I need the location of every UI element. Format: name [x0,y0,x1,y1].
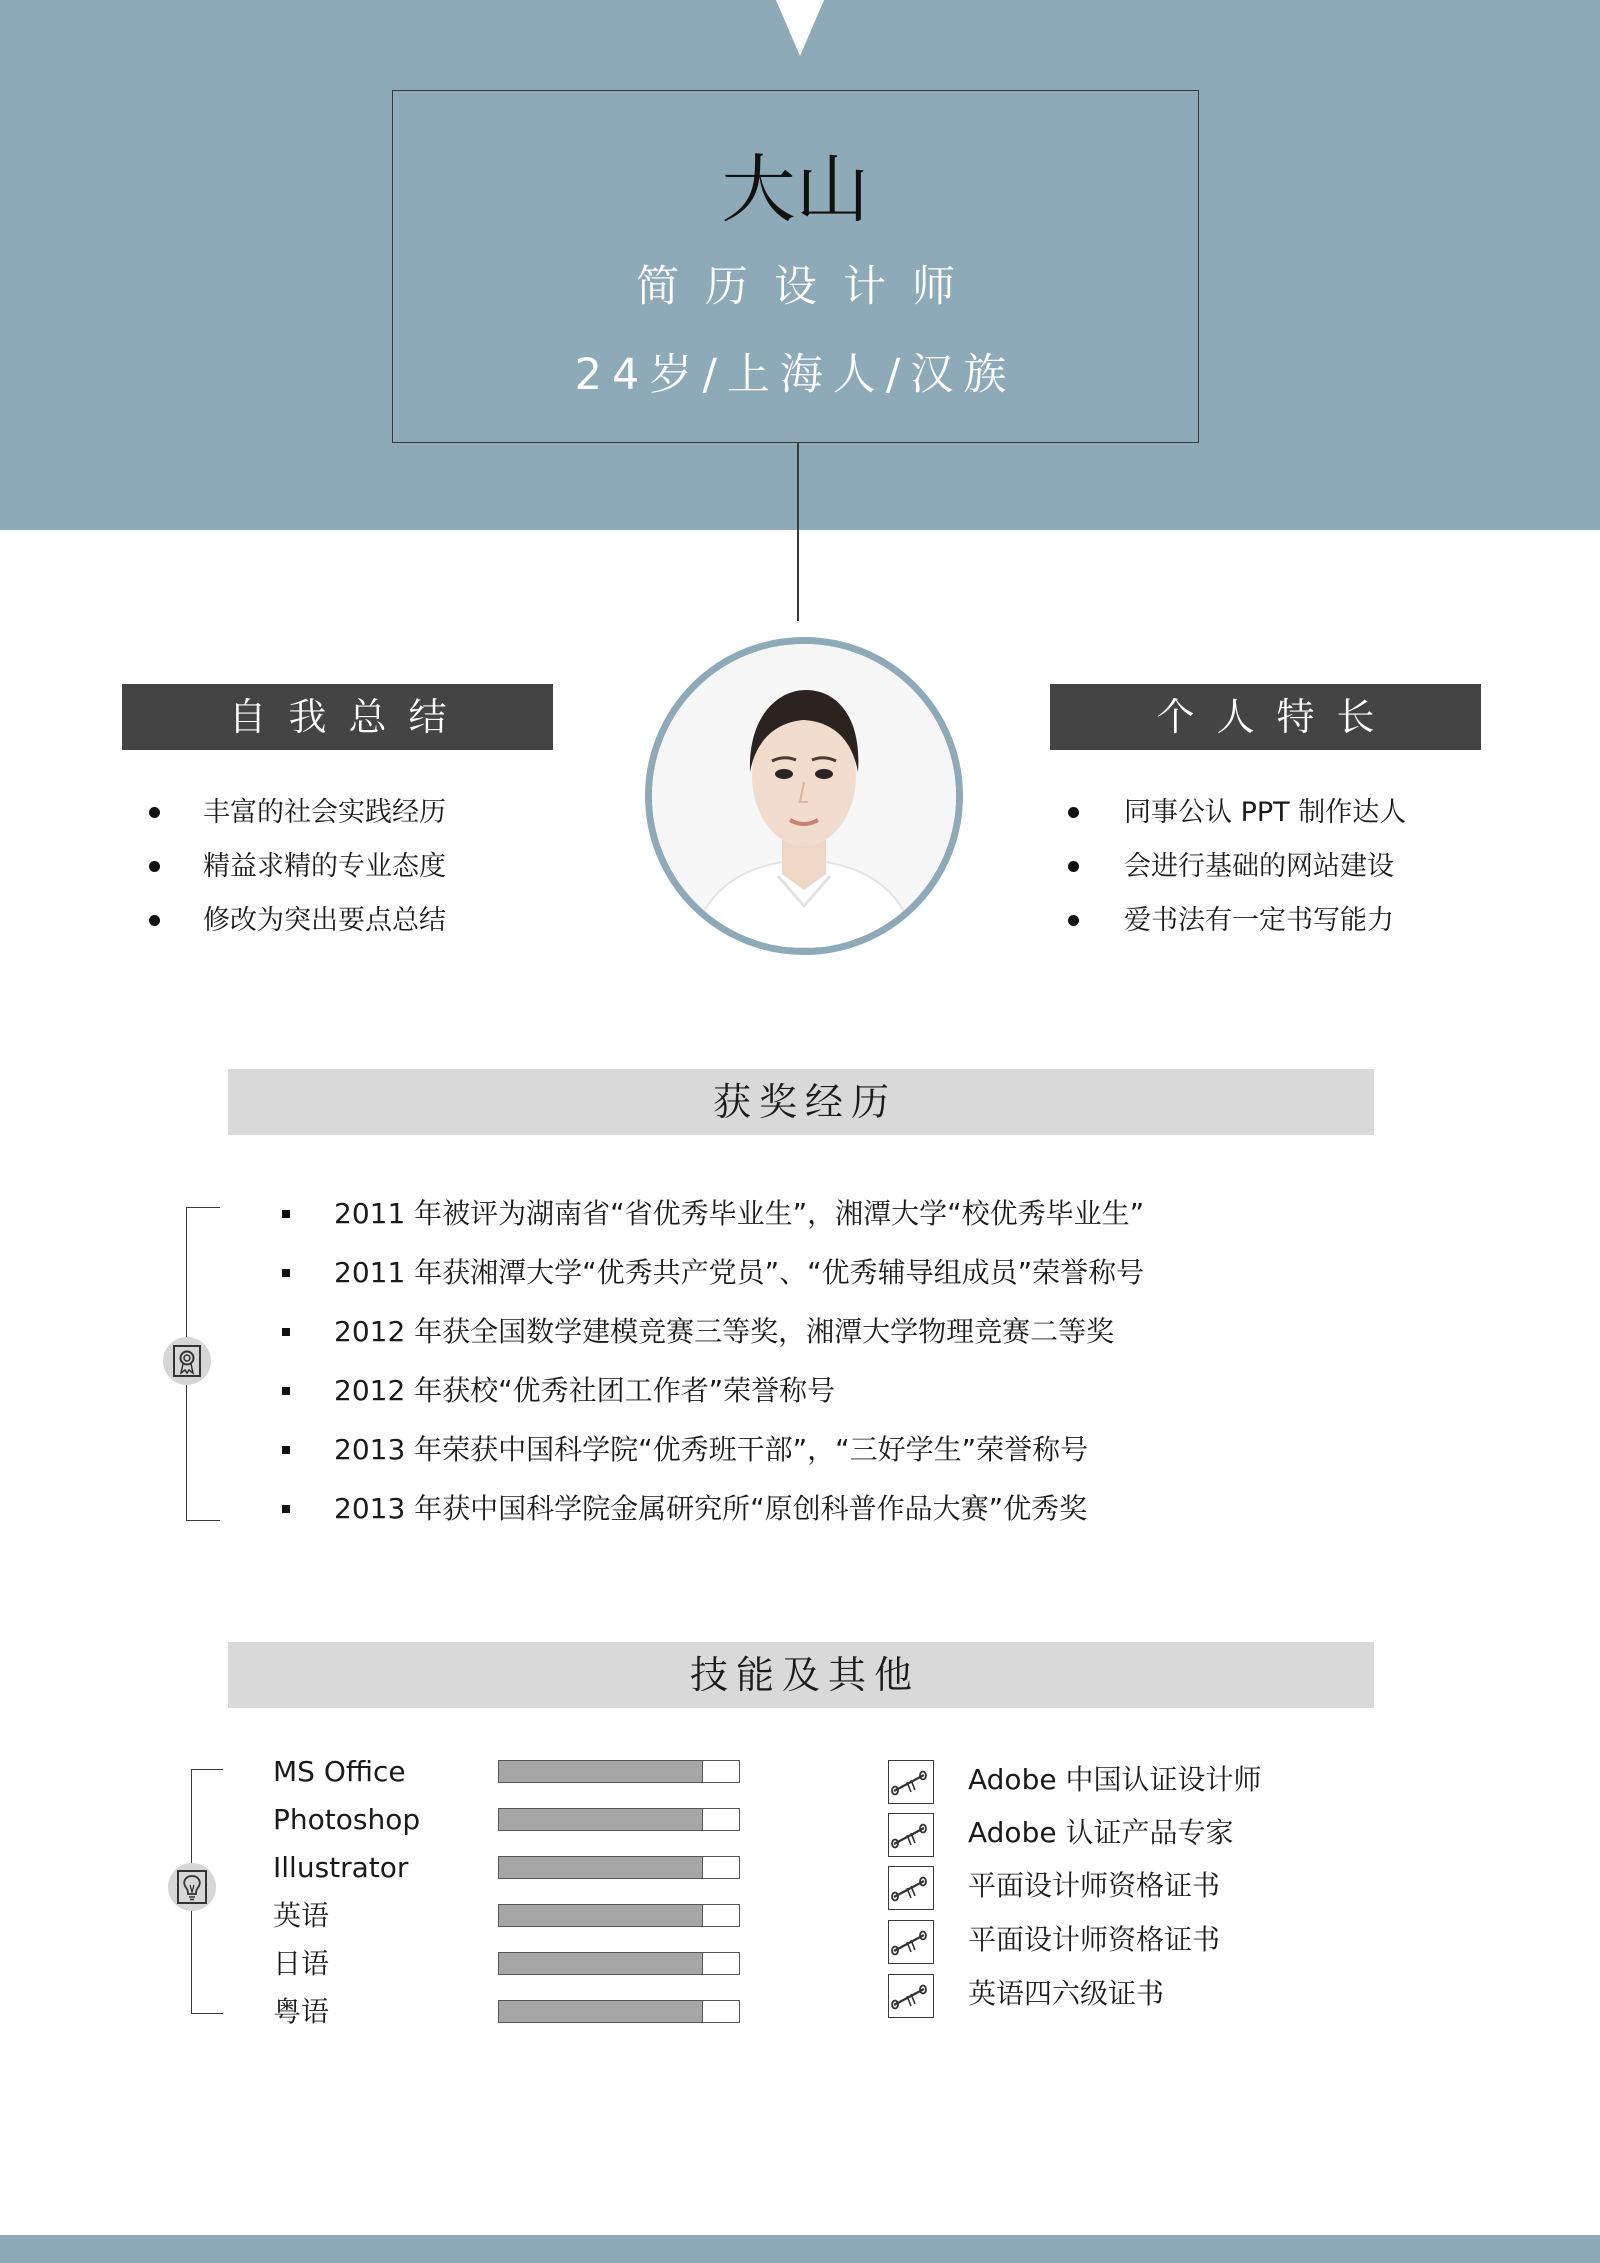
bullet-icon [149,861,160,872]
header-notch [776,0,824,56]
skill-bar [498,2000,740,2023]
skill-label: Photoshop [273,1803,421,1836]
strength-item: 会进行基础的网站建设 [1124,851,1394,882]
skill-bar-fill [499,1953,703,1974]
list-item [270,1302,1144,1361]
section-tag-awards: 获奖经历 [228,1069,1374,1135]
skill-label: 日语 [273,1947,330,1980]
skill-label: MS Office [273,1755,406,1788]
skill-bar-fill [499,1809,703,1830]
list-item [145,840,446,894]
summary-item: 修改为突出要点总结 [203,905,446,936]
bullet-icon [282,1328,290,1336]
certificate-label: Adobe 认证产品专家 [968,1816,1234,1849]
bullet-icon [282,1210,290,1218]
bullet-icon [282,1446,290,1454]
skill-bar [498,1856,740,1879]
bullet-icon [282,1387,290,1395]
footer-band [0,2235,1600,2263]
award-item: 2013 年获中国科学院金属研究所“原创科普作品大赛”优秀奖 [334,1492,1088,1525]
section-tag-strengths: 个人特长 [1050,684,1481,750]
list-item [270,1361,1144,1420]
bullet-icon [1068,861,1079,872]
list-item [270,1243,1144,1302]
certificate-label: Adobe 中国认证设计师 [968,1763,1262,1796]
bullet-icon [1068,807,1079,818]
profile-photo [645,637,963,955]
skill-bar [498,1760,740,1783]
award-item: 2012 年获全国数学建模竞赛三等奖，湘潭大学物理竞赛二等奖 [334,1315,1115,1348]
personal-info: 24岁/上海人/汉族 [574,350,1017,400]
certificate-label: 平面设计师资格证书 [968,1869,1221,1902]
person-name: 大山 [721,147,870,233]
bullet-icon [1068,915,1079,926]
list-item [145,894,446,948]
bullet-icon [282,1269,290,1277]
diploma-icon [888,1813,934,1857]
diploma-icon [888,1760,934,1804]
skill-bar-fill [499,1761,703,1782]
list-item [145,786,446,840]
skill-bar [498,1904,740,1927]
award-item: 2012 年获校“优秀社团工作者”荣誉称号 [334,1374,836,1407]
list-item [270,1184,1144,1243]
award-item: 2011 年获湘潭大学“优秀共产党员”、“优秀辅导组成员”荣誉称号 [334,1256,1145,1289]
skill-label: 英语 [273,1899,330,1932]
list-item [1068,786,1406,840]
name-box [392,90,1199,443]
summary-item: 丰富的社会实践经历 [203,797,446,828]
summary-item: 精益求精的专业态度 [203,851,446,882]
lightbulb-icon [168,1863,216,1911]
strength-item: 同事公认 PPT 制作达人 [1124,797,1407,828]
strengths-list [1068,786,1406,948]
connector-line [797,443,799,621]
skill-bar [498,1952,740,1975]
bullet-icon [149,807,160,818]
portrait-photo-icon [652,644,956,948]
list-item [1068,840,1406,894]
job-title: 简历设计师 [636,262,981,312]
summary-list [145,786,446,948]
diploma-icon [888,1920,934,1964]
skill-bar-fill [499,1857,703,1878]
award-icon [163,1337,211,1385]
strength-item: 爱书法有一定书写能力 [1124,905,1394,936]
skill-bar [498,1808,740,1831]
list-item [270,1420,1144,1479]
section-tag-summary: 自我总结 [122,684,553,750]
list-item [270,1479,1144,1538]
diploma-icon [888,1866,934,1910]
bullet-icon [282,1505,290,1513]
section-tag-other: 技能及其他 [228,1642,1374,1708]
certificate-label: 英语四六级证书 [968,1977,1165,2010]
diploma-icon [888,1974,934,2018]
bullet-icon [149,915,160,926]
skill-bar-fill [499,1905,703,1926]
award-item: 2013 年荣获中国科学院“优秀班干部”，“三好学生”荣誉称号 [334,1433,1089,1466]
list-item [1068,894,1406,948]
certificate-label: 平面设计师资格证书 [968,1923,1221,1956]
award-item: 2011 年被评为湖南省“省优秀毕业生”，湘潭大学“校优秀毕业生” [334,1197,1145,1230]
skill-label: Illustrator [273,1851,409,1884]
skill-bar-fill [499,2001,703,2022]
skill-label: 粤语 [273,1995,330,2028]
awards-list [270,1184,1144,1538]
